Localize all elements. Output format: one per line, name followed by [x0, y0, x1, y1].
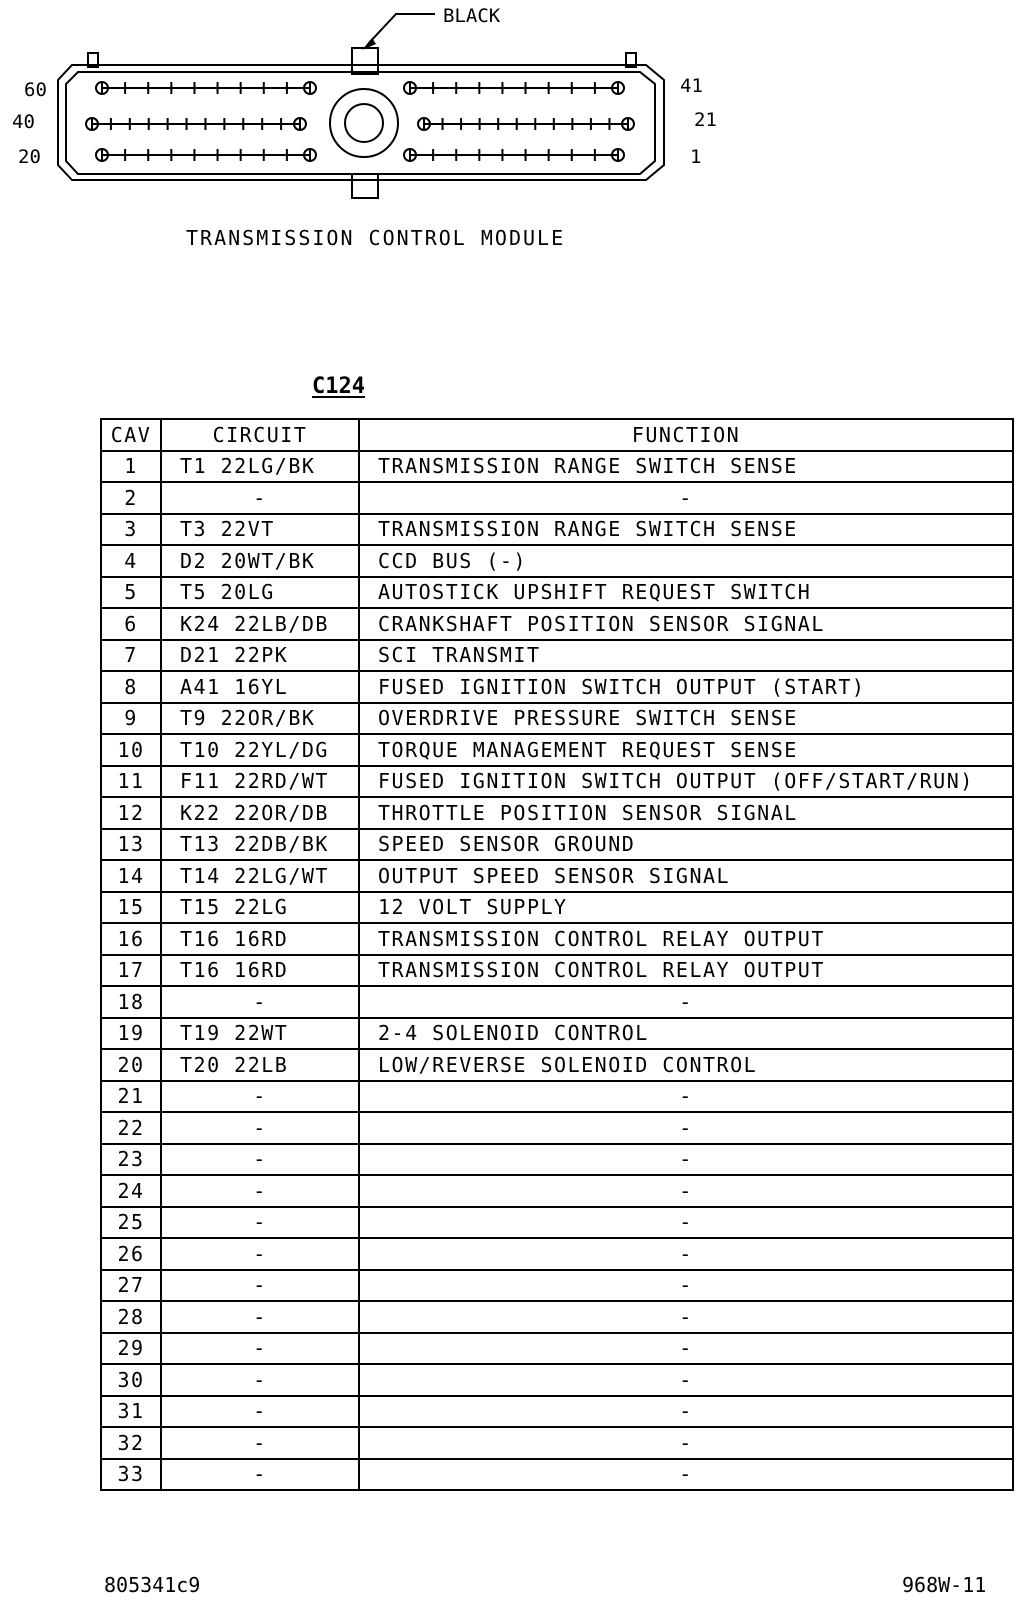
center-bolt-outer	[330, 89, 398, 157]
table-row	[101, 766, 1013, 798]
table-row	[101, 1175, 1013, 1207]
cell-cav: 2	[101, 482, 161, 514]
table-row	[101, 1238, 1013, 1270]
table-row	[101, 640, 1013, 672]
table-row	[101, 734, 1013, 766]
cell-circuit: -	[161, 1144, 359, 1176]
cell-circuit: -	[161, 1081, 359, 1113]
cell-cav: 1	[101, 451, 161, 483]
cell-circuit: T15 22LG	[161, 892, 359, 924]
cell-cav: 25	[101, 1207, 161, 1239]
connector-id-title: C124	[312, 374, 365, 399]
table-row	[101, 703, 1013, 735]
table-row	[101, 1396, 1013, 1428]
cell-circuit: A41 16YL	[161, 671, 359, 703]
pin-label-41: 41	[680, 75, 703, 97]
cell-circuit: K22 22OR/DB	[161, 797, 359, 829]
cell-circuit: T10 22YL/DG	[161, 734, 359, 766]
table-row	[101, 1144, 1013, 1176]
cell-circuit: -	[161, 1301, 359, 1333]
cell-circuit: -	[161, 1112, 359, 1144]
table-row	[101, 1301, 1013, 1333]
cell-cav: 9	[101, 703, 161, 735]
cell-circuit: T3 22VT	[161, 514, 359, 546]
cell-function: TRANSMISSION RANGE SWITCH SENSE	[359, 514, 1013, 546]
cell-function: 2-4 SOLENOID CONTROL	[359, 1018, 1013, 1050]
cavity-table	[100, 418, 1014, 1491]
table-row	[101, 1112, 1013, 1144]
table-row	[101, 671, 1013, 703]
table-row	[101, 451, 1013, 483]
table-row	[101, 545, 1013, 577]
cell-circuit: -	[161, 482, 359, 514]
cell-function: OUTPUT SPEED SENSOR SIGNAL	[359, 860, 1013, 892]
cell-function: TORQUE MANAGEMENT REQUEST SENSE	[359, 734, 1013, 766]
cell-function: -	[359, 1081, 1013, 1113]
cell-circuit: -	[161, 1427, 359, 1459]
cell-cav: 24	[101, 1175, 161, 1207]
cell-function: TRANSMISSION RANGE SWITCH SENSE	[359, 451, 1013, 483]
cell-cav: 30	[101, 1364, 161, 1396]
cell-function: -	[359, 482, 1013, 514]
table-row	[101, 797, 1013, 829]
cell-cav: 12	[101, 797, 161, 829]
cell-circuit: -	[161, 1333, 359, 1365]
cell-function: TRANSMISSION CONTROL RELAY OUTPUT	[359, 923, 1013, 955]
table-row	[101, 1207, 1013, 1239]
figure-id: 968W-11	[902, 1573, 987, 1597]
cell-function: -	[359, 1238, 1013, 1270]
cell-function: -	[359, 1459, 1013, 1491]
pin-rows	[86, 82, 634, 161]
cell-function: -	[359, 1144, 1013, 1176]
cell-cav: 4	[101, 545, 161, 577]
cell-circuit: T5 20LG	[161, 577, 359, 609]
table-row	[101, 986, 1013, 1018]
cell-cav: 18	[101, 986, 161, 1018]
document-id: 805341c9	[104, 1573, 201, 1597]
cell-function: 12 VOLT SUPPLY	[359, 892, 1013, 924]
table-row	[101, 1427, 1013, 1459]
table-row	[101, 923, 1013, 955]
table-row	[101, 1364, 1013, 1396]
cell-cav: 23	[101, 1144, 161, 1176]
module-name: TRANSMISSION CONTROL MODULE	[186, 226, 566, 250]
table-row	[101, 577, 1013, 609]
cell-function: TRANSMISSION CONTROL RELAY OUTPUT	[359, 955, 1013, 987]
cell-function: -	[359, 1427, 1013, 1459]
cell-function: OVERDRIVE PRESSURE SWITCH SENSE	[359, 703, 1013, 735]
cell-cav: 20	[101, 1049, 161, 1081]
cell-circuit: T16 16RD	[161, 923, 359, 955]
cell-function: -	[359, 1333, 1013, 1365]
cell-circuit: T19 22WT	[161, 1018, 359, 1050]
pin-label-60: 60	[24, 79, 47, 101]
cell-function: -	[359, 1270, 1013, 1302]
cell-cav: 14	[101, 860, 161, 892]
cell-circuit: D2 20WT/BK	[161, 545, 359, 577]
cell-circuit: -	[161, 986, 359, 1018]
cell-cav: 21	[101, 1081, 161, 1113]
cell-cav: 17	[101, 955, 161, 987]
cell-cav: 27	[101, 1270, 161, 1302]
cell-function: FUSED IGNITION SWITCH OUTPUT (START)	[359, 671, 1013, 703]
cell-function: AUTOSTICK UPSHIFT REQUEST SWITCH	[359, 577, 1013, 609]
cell-function: -	[359, 1396, 1013, 1428]
cell-circuit: -	[161, 1364, 359, 1396]
cell-circuit: -	[161, 1238, 359, 1270]
cell-circuit: -	[161, 1175, 359, 1207]
table-row	[101, 1333, 1013, 1365]
table-header-row	[101, 419, 1013, 451]
cell-function: CCD BUS (-)	[359, 545, 1013, 577]
header-cav: CAV	[101, 419, 161, 451]
table-row	[101, 829, 1013, 861]
cell-function: -	[359, 1364, 1013, 1396]
cell-circuit: T9 22OR/BK	[161, 703, 359, 735]
cell-circuit: -	[161, 1459, 359, 1491]
cell-cav: 22	[101, 1112, 161, 1144]
cell-cav: 7	[101, 640, 161, 672]
key-tab-top	[352, 48, 378, 74]
cell-circuit: F11 22RD/WT	[161, 766, 359, 798]
pin-label-21: 21	[694, 109, 717, 131]
cell-cav: 16	[101, 923, 161, 955]
cell-function: -	[359, 1301, 1013, 1333]
cell-cav: 3	[101, 514, 161, 546]
table-row	[101, 955, 1013, 987]
table-row	[101, 1459, 1013, 1491]
table-row	[101, 860, 1013, 892]
cell-cav: 28	[101, 1301, 161, 1333]
cell-circuit: -	[161, 1207, 359, 1239]
cell-circuit: -	[161, 1396, 359, 1428]
cell-cav: 26	[101, 1238, 161, 1270]
cell-function: FUSED IGNITION SWITCH OUTPUT (OFF/START/RUN)	[359, 766, 1013, 798]
cell-function: -	[359, 1207, 1013, 1239]
cell-cav: 6	[101, 608, 161, 640]
table-row	[101, 1270, 1013, 1302]
table-row	[101, 1081, 1013, 1113]
cell-circuit: T16 16RD	[161, 955, 359, 987]
key-tab-bottom	[352, 174, 378, 198]
cell-cav: 13	[101, 829, 161, 861]
cell-cav: 11	[101, 766, 161, 798]
cell-cav: 5	[101, 577, 161, 609]
cell-function: LOW/REVERSE SOLENOID CONTROL	[359, 1049, 1013, 1081]
cell-cav: 19	[101, 1018, 161, 1050]
cell-cav: 15	[101, 892, 161, 924]
cell-cav: 8	[101, 671, 161, 703]
pin-label-20: 20	[18, 146, 41, 168]
header-function: FUNCTION	[359, 419, 1013, 451]
cell-function: SPEED SENSOR GROUND	[359, 829, 1013, 861]
table-row	[101, 1049, 1013, 1081]
color-label-leader	[368, 14, 435, 44]
cell-circuit: K24 22LB/DB	[161, 608, 359, 640]
cell-circuit: T20 22LB	[161, 1049, 359, 1081]
cell-function: -	[359, 986, 1013, 1018]
cell-function: CRANKSHAFT POSITION SENSOR SIGNAL	[359, 608, 1013, 640]
table-row	[101, 892, 1013, 924]
pin-label-40: 40	[12, 111, 35, 133]
cell-cav: 33	[101, 1459, 161, 1491]
table-row	[101, 482, 1013, 514]
cell-function: THROTTLE POSITION SENSOR SIGNAL	[359, 797, 1013, 829]
table-row	[101, 514, 1013, 546]
cell-circuit: T1 22LG/BK	[161, 451, 359, 483]
cell-cav: 29	[101, 1333, 161, 1365]
table-row	[101, 1018, 1013, 1050]
cell-cav: 32	[101, 1427, 161, 1459]
cell-circuit: T13 22DB/BK	[161, 829, 359, 861]
cell-cav: 31	[101, 1396, 161, 1428]
cell-circuit: T14 22LG/WT	[161, 860, 359, 892]
header-circuit: CIRCUIT	[161, 419, 359, 451]
cell-circuit: D21 22PK	[161, 640, 359, 672]
pin-label-1: 1	[690, 146, 702, 168]
table-row	[101, 608, 1013, 640]
cell-function: -	[359, 1112, 1013, 1144]
color-label: BLACK	[443, 5, 501, 27]
center-bolt-inner	[345, 104, 383, 142]
cell-function: SCI TRANSMIT	[359, 640, 1013, 672]
cell-function: -	[359, 1175, 1013, 1207]
cell-cav: 10	[101, 734, 161, 766]
cell-circuit: -	[161, 1270, 359, 1302]
